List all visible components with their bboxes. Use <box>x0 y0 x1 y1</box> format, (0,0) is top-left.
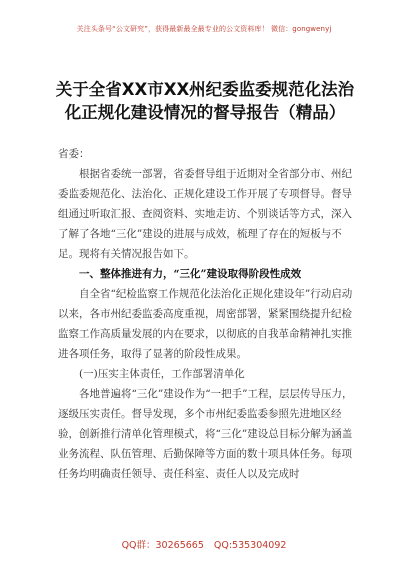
header-note: 关注头条号“公文研究”，获得最新最全最专业的公文资料库！ 微信：gongwenyj <box>76 25 332 33</box>
body-paragraph: 各地普遍将“三化”建设作为“一把手”工程，层层传导压力，逐级压实责任。督导发现，多个市州纪委监委参照先进地区经验，创新推行清单化管理模式，将“三化”建设总目标分解为涵盖业务流程、队伍管理、后勤保障等方面的数十项具体任务。每项任务均明确责任领导、责任科室、责任人以及完成时 <box>58 388 353 480</box>
body-paragraph: 自全省“纪检监察工作规范化法治化正规化建设年”行动启动以来，各市州纪委监委高度重视，周密部署，紧紧围绕提升纪检监察工作高质量发展的内在要求，以彻底的自我革命精神扎实推进各项任务，取得了显著的阶段性成果。 <box>58 288 353 360</box>
document-body <box>58 144 354 484</box>
subsection-heading-1: (一)压实主体责任，工作部署清单化 <box>79 368 245 380</box>
title-line-1: 关于全省XX市XX州纪委监委规范化法治 <box>55 80 355 99</box>
qq-number-text: QQ:535304092 <box>213 540 287 551</box>
intro-paragraph: 根据省委统一部署，省委督导组于近期对全省部分市、州纪委监委规范化、法治化、正规化建设工作开展了专项督导。督导组通过听取汇报、查阅资料、实地走访、个别谈话等方式，深入了解了各地“三化”建设的进展与成效，梳理了存在的短板与不足。现将有关情况报告如下。 <box>58 168 352 260</box>
document-title <box>40 78 370 124</box>
title-line-2: 化正规化建设情况的督导报告（精品） <box>64 103 346 122</box>
footer-contact <box>0 537 408 551</box>
qq-group-text: QQ群：30265665 <box>121 540 204 551</box>
section-heading-1: 一、整体推进有力，“三化”建设取得阶段性成效 <box>79 268 302 280</box>
salutation: 省委： <box>58 148 90 160</box>
